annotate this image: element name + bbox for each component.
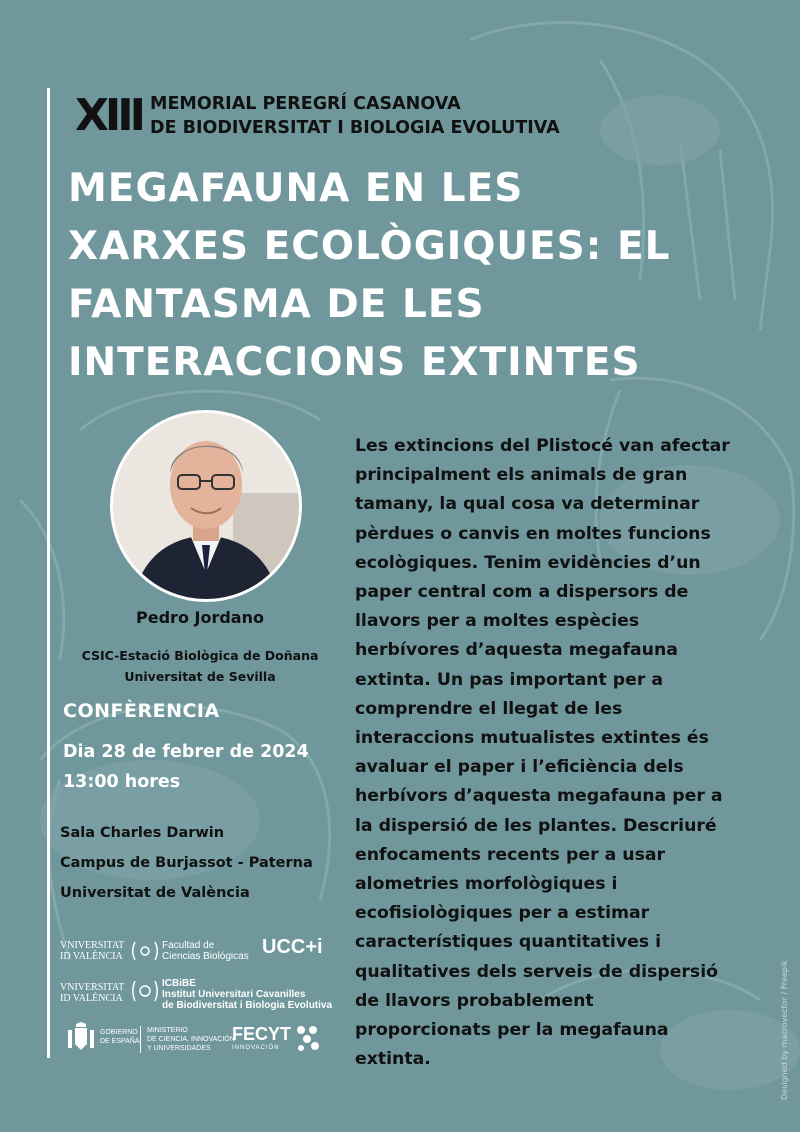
ministry-logo	[140, 1026, 235, 1053]
abstract-line: alometries morfològiques i	[355, 874, 618, 895]
edition-number: XIII	[75, 90, 143, 141]
event-venue	[60, 818, 313, 908]
ministry-line-3: Y UNIVERSIDADES	[147, 1045, 211, 1052]
abstract-line: Les extincions del Plistocé van afectar	[355, 436, 730, 456]
ministry-line-1: MINISTERIO	[147, 1027, 188, 1034]
venue-line-1: Sala Charles Darwin	[60, 825, 225, 841]
event-time: 13:00 hores	[63, 772, 181, 792]
icbibe-emblem-icon	[132, 978, 158, 1004]
abstract-line: extinta. Un pas important per a	[355, 669, 664, 690]
title-line: XARXES ECOLÒGIQUES: EL	[68, 224, 671, 269]
uv-logo	[60, 940, 124, 962]
faculty-logo	[132, 940, 249, 962]
coat-of-arms-icon	[66, 1022, 96, 1054]
event-datetime	[63, 737, 309, 797]
ucc-logo: UCC+i	[262, 936, 323, 958]
abstract-line: pèrdues o canvis en moltes funcions	[355, 523, 711, 544]
faculty-line-2: Ciencias Biológicas	[162, 951, 249, 962]
gobierno-logo	[66, 1022, 140, 1054]
uv-logo-2	[60, 982, 124, 1004]
abstract-line: extinta.	[355, 1049, 431, 1070]
abstract-line: avaluar el paper i l’eficiència dels	[355, 757, 684, 778]
affiliation-line-2: Universitat de Sevilla	[124, 669, 276, 684]
uv-logo-2-line-2: ID VALÈNCIA	[60, 993, 123, 1004]
uv-logo-line-2: ID VALÈNCIA	[60, 951, 123, 962]
illustration-credit: Designed by macrovector / Freepik	[780, 960, 789, 1100]
accent-vertical-line	[47, 88, 50, 1058]
icbibe-line-1: Institut Universitari Cavanilles	[162, 989, 306, 1000]
event-type: CONFÈRENCIA	[63, 700, 220, 722]
speaker-name: Pedro Jordano	[136, 608, 264, 627]
title-line: INTERACCIONS EXTINTES	[68, 340, 641, 385]
abstract-line: enfocaments recents per a usar	[355, 844, 666, 865]
fecyt-subtitle: INNOVACIÓN	[232, 1045, 280, 1051]
abstract-line: la dispersió de les plantes. Descriuré	[355, 815, 717, 836]
abstract-text	[355, 432, 765, 1074]
faculty-line-1: Facultad de	[162, 940, 215, 951]
abstract-line: interaccions mutualistes extintes és	[355, 728, 709, 749]
title-line: MEGAFAUNA EN LES	[68, 166, 524, 211]
lecture-title	[68, 160, 788, 392]
fecyt-molecule-icon	[295, 1024, 321, 1054]
abstract-line: herbívors d’aquesta megafauna per a	[355, 786, 723, 807]
title-line: FANTASMA DE LES	[68, 282, 485, 327]
uv-logo-2-line-1: VNIVERSITAT	[60, 982, 125, 993]
event-date: Dia 28 de febrer de 2024	[63, 742, 309, 762]
speaker-photo	[110, 410, 302, 602]
abstract-line: proporcionats per la megafauna	[355, 1020, 669, 1041]
abstract-line: principalment els animals de gran	[355, 465, 688, 486]
ministry-line-2: DE CIENCIA, INNOVACIÓN	[147, 1036, 235, 1043]
abstract-line: característiques quantitatives i	[355, 932, 662, 953]
venue-line-2: Campus de Burjassot - Paterna	[60, 855, 313, 871]
abstract-line: ecològiques. Tenim evidències d’un	[355, 552, 701, 573]
abstract-line: herbívores d’aquesta megafauna	[355, 640, 678, 661]
speaker-affiliation	[50, 645, 350, 687]
affiliation-line-1: CSIC-Estació Biològica de Doñana	[81, 648, 319, 663]
icbibe-logo	[132, 978, 333, 1011]
series-line-1: MEMORIAL PEREGRÍ CASANOVA	[150, 94, 461, 114]
abstract-line: qualitatives dels serveis de dispersió	[355, 961, 719, 982]
icbibe-line-2: de Biodiversitat i Biologia Evolutiva	[162, 1000, 333, 1011]
abstract-line: de llavors probablement	[355, 990, 594, 1011]
gov-line-1: GOBIERNO	[100, 1029, 138, 1036]
fecyt-logo	[232, 1024, 321, 1054]
abstract-line: tamany, la qual cosa va determinar	[355, 494, 700, 515]
abstract-line: comprendre el llegat de les	[355, 698, 623, 719]
abstract-line: llavors per a moltes espècies	[355, 611, 640, 632]
icbibe-acronym: ICBiBE	[162, 978, 196, 989]
fecyt-wordmark: FECYT	[232, 1024, 292, 1044]
abstract-line: paper central com a dispersors de	[355, 582, 689, 603]
series-header	[75, 92, 560, 140]
faculty-emblem-icon	[132, 940, 158, 962]
venue-line-3: Universitat de València	[60, 885, 250, 901]
abstract-line: ecofisiològiques per a estimar	[355, 903, 650, 924]
series-line-2: DE BIODIVERSITAT I BIOLOGIA EVOLUTIVA	[150, 118, 560, 138]
gov-line-2: DE ESPAÑA	[100, 1038, 140, 1045]
uv-logo-line-1: VNIVERSITAT	[60, 940, 125, 951]
